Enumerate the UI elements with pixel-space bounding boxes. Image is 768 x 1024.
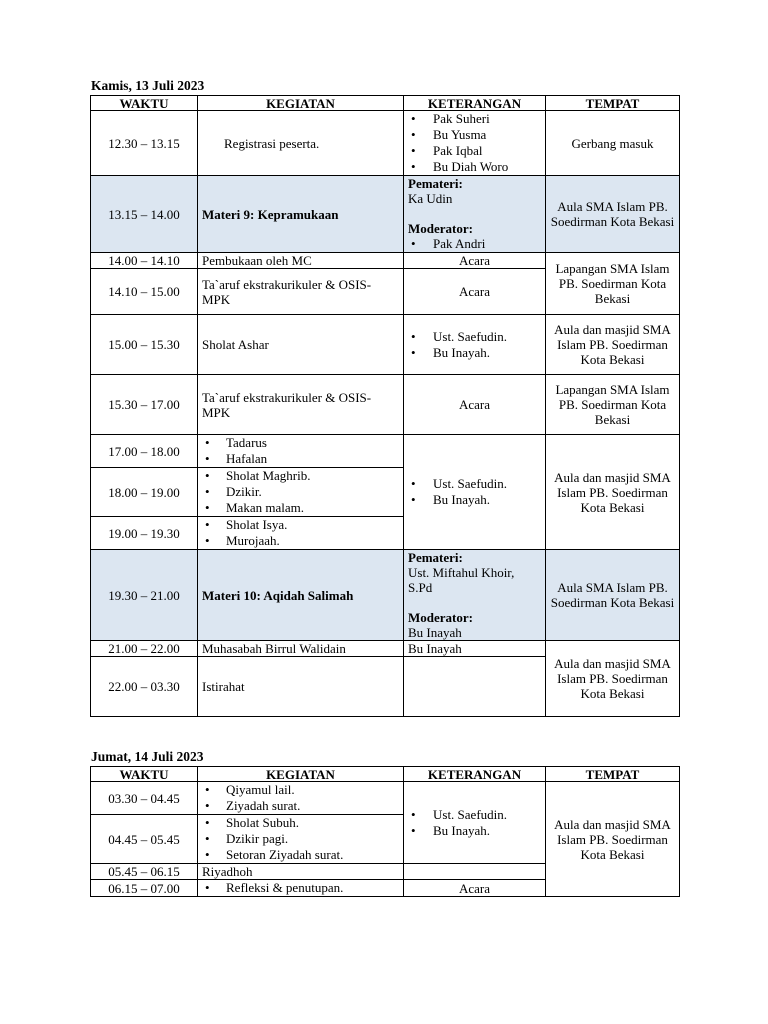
kegiatan-cell: Sholat Ashar — [198, 315, 404, 375]
waktu-cell: 19.00 – 19.30 — [91, 517, 198, 550]
kegiatan-cell — [198, 517, 404, 550]
table-row — [91, 176, 680, 253]
pemateri-name: Ust. Miftahul Khoir, S.Pd — [408, 565, 515, 595]
kegiatan-cell — [198, 815, 404, 864]
waktu-cell: 13.15 – 14.00 — [91, 176, 198, 253]
pemateri-name: Ka Udin — [408, 191, 453, 206]
list-item: • Murojaah. — [202, 533, 399, 549]
list-item: • Setoran Ziyadah surat. — [202, 847, 399, 863]
table-header-row — [91, 767, 680, 782]
header-waktu: WAKTU — [91, 767, 198, 782]
list-item: • Ziyadah surat. — [202, 798, 399, 814]
tempat-cell: Lapangan SMA Islam PB. Soedirman Kota Bekasi — [546, 253, 680, 315]
table-row — [91, 641, 680, 657]
header-kegiatan: KEGIATAN — [198, 96, 404, 111]
waktu-cell: 18.00 – 19.00 — [91, 468, 198, 517]
list-item: • Pak Suheri — [408, 111, 541, 127]
list-item: • Makan malam. — [202, 500, 399, 516]
tempat-cell: Aula dan masjid SMA Islam PB. Soedirman Kota Bekasi — [546, 435, 680, 550]
header-tempat: TEMPAT — [546, 96, 680, 111]
schedule-table-day1 — [90, 95, 680, 717]
keterangan-cell — [404, 657, 546, 717]
table-row — [91, 782, 680, 815]
table-row — [91, 111, 680, 176]
schedule-table-day2 — [90, 766, 680, 897]
table-row — [91, 435, 680, 468]
kegiatan-cell: Materi 10: Aqidah Salimah — [198, 550, 404, 641]
list-item: • Ust. Saefudin. — [408, 476, 541, 492]
kegiatan-cell: Riyadhoh — [198, 864, 404, 880]
waktu-cell: 04.45 – 05.45 — [91, 815, 198, 864]
keterangan-cell: Acara — [404, 269, 546, 315]
kegiatan-cell — [198, 435, 404, 468]
header-waktu: WAKTU — [91, 96, 198, 111]
table-row — [91, 253, 680, 269]
waktu-cell: 15.00 – 15.30 — [91, 315, 198, 375]
waktu-cell: 19.30 – 21.00 — [91, 550, 198, 641]
waktu-cell: 21.00 – 22.00 — [91, 641, 198, 657]
kegiatan-cell — [198, 468, 404, 517]
header-keterangan: KETERANGAN — [404, 96, 546, 111]
keterangan-cell: Bu Inayah — [404, 641, 546, 657]
waktu-cell: 14.10 – 15.00 — [91, 269, 198, 315]
table-header-row — [91, 96, 680, 111]
list-item: • Bu Inayah. — [408, 823, 541, 839]
list-item: • Bu Inayah. — [408, 345, 541, 361]
kegiatan-cell: Materi 9: Kepramukaan — [198, 176, 404, 253]
keterangan-cell — [404, 176, 546, 253]
tempat-cell: Aula SMA Islam PB. Soedirman Kota Bekasi — [546, 176, 680, 253]
waktu-cell: 05.45 – 06.15 — [91, 864, 198, 880]
list-item: • Ust. Saefudin. — [408, 807, 541, 823]
kegiatan-cell — [198, 782, 404, 815]
header-keterangan: KETERANGAN — [404, 767, 546, 782]
moderator-label: Moderator: — [408, 221, 473, 236]
waktu-cell: 22.00 – 03.30 — [91, 657, 198, 717]
header-kegiatan: KEGIATAN — [198, 767, 404, 782]
tempat-cell: Lapangan SMA Islam PB. Soedirman Kota Bekasi — [546, 375, 680, 435]
list-item: • Tadarus — [202, 435, 399, 451]
kegiatan-cell: Ta`aruf ekstrakurikuler & OSIS-MPK — [198, 375, 404, 435]
list-item: • Qiyamul lail. — [202, 782, 399, 798]
list-item: • Ust. Saefudin. — [408, 329, 541, 345]
kegiatan-cell: Pembukaan oleh MC — [198, 253, 404, 269]
list-item: • Sholat Subuh. — [202, 815, 399, 831]
list-item: • Dzikir pagi. — [202, 831, 399, 847]
tempat-cell: Aula dan masjid SMA Islam PB. Soedirman Kota Bekasi — [546, 315, 680, 375]
waktu-cell: 15.30 – 17.00 — [91, 375, 198, 435]
moderator-label: Moderator: — [408, 610, 473, 625]
list-item: • Hafalan — [202, 451, 399, 467]
kegiatan-cell: Istirahat — [198, 657, 404, 717]
kegiatan-cell: Muhasabah Birrul Walidain — [198, 641, 404, 657]
list-item: • Sholat Maghrib. — [202, 468, 399, 484]
list-item: • Bu Inayah. — [408, 492, 541, 508]
table-row — [91, 550, 680, 641]
waktu-cell: 14.00 – 14.10 — [91, 253, 198, 269]
tempat-cell: Gerbang masuk — [546, 111, 680, 176]
keterangan-cell — [404, 315, 546, 375]
list-item: • Bu Yusma — [408, 127, 541, 143]
header-tempat: TEMPAT — [546, 767, 680, 782]
tempat-cell: Aula dan masjid SMA Islam PB. Soedirman Kota Bekasi — [546, 641, 680, 717]
keterangan-cell: Acara — [404, 880, 546, 897]
tempat-cell: Aula dan masjid SMA Islam PB. Soedirman Kota Bekasi — [546, 782, 680, 897]
kegiatan-cell — [198, 880, 404, 897]
tempat-cell: Aula SMA Islam PB. Soedirman Kota Bekasi — [546, 550, 680, 641]
keterangan-cell — [404, 435, 546, 550]
waktu-cell: 06.15 – 07.00 — [91, 880, 198, 897]
waktu-cell: 17.00 – 18.00 — [91, 435, 198, 468]
waktu-cell: 03.30 – 04.45 — [91, 782, 198, 815]
list-item: • Sholat Isya. — [202, 517, 399, 533]
list-item: • Refleksi & penutupan. — [202, 880, 399, 896]
pemateri-label: Pemateri: — [408, 176, 463, 191]
keterangan-cell: Acara — [404, 375, 546, 435]
waktu-cell: 12.30 – 13.15 — [91, 111, 198, 176]
list-item: • Dzikir. — [202, 484, 399, 500]
moderator-name: Bu Inayah — [408, 625, 462, 640]
day2-title: Jumat, 14 Juli 2023 — [91, 749, 204, 764]
list-item: • Pak Andri — [408, 236, 541, 252]
kegiatan-cell: Registrasi peserta. — [198, 111, 404, 176]
keterangan-cell — [404, 550, 546, 641]
keterangan-cell — [404, 111, 546, 176]
list-item: • Bu Diah Woro — [408, 159, 541, 175]
keterangan-cell — [404, 782, 546, 864]
table-row — [91, 375, 680, 435]
keterangan-cell — [404, 864, 546, 880]
list-item: • Pak Iqbal — [408, 143, 541, 159]
kegiatan-cell: Ta`aruf ekstrakurikuler & OSIS-MPK — [198, 269, 404, 315]
pemateri-label: Pemateri: — [408, 550, 463, 565]
day1-title: Kamis, 13 Juli 2023 — [91, 78, 205, 93]
keterangan-cell: Acara — [404, 253, 546, 269]
table-row — [91, 315, 680, 375]
